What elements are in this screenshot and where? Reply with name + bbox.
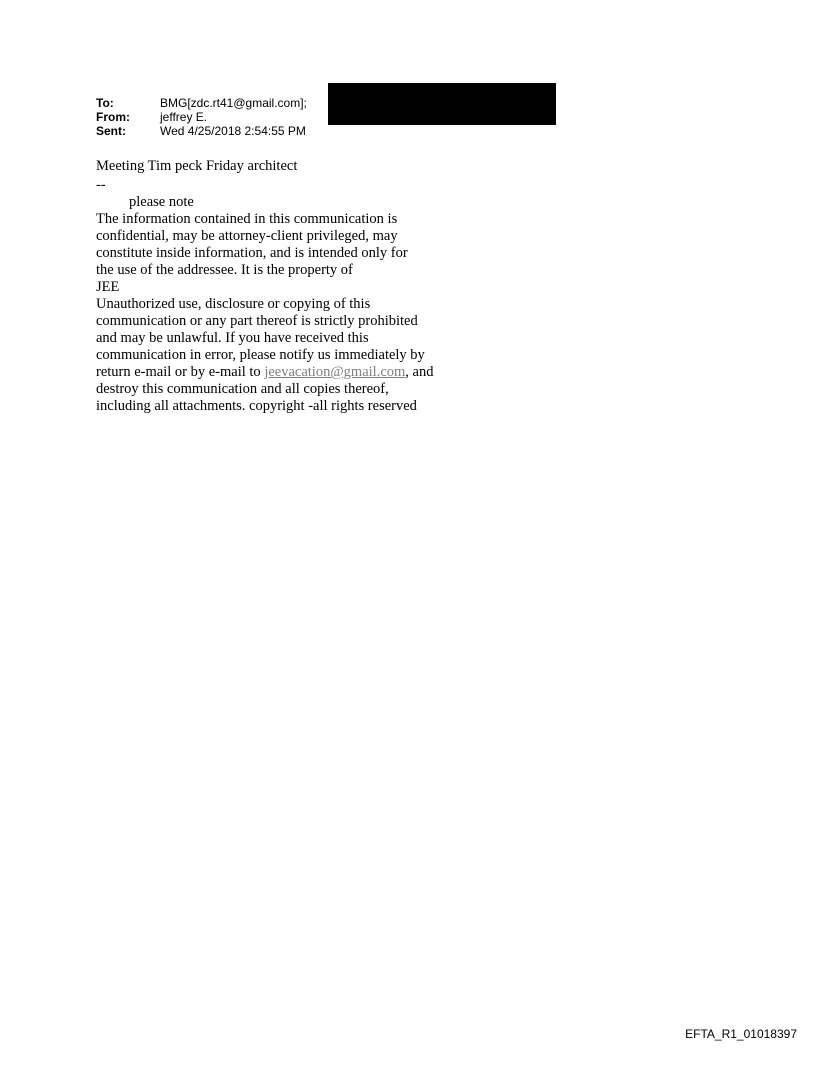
from-label: From: xyxy=(96,110,130,124)
to-row xyxy=(96,96,307,110)
disclaimer-line: destroy this communication and all copies thereof, xyxy=(96,381,389,397)
sent-label: Sent: xyxy=(96,124,126,138)
disclaimer-line: JEE xyxy=(96,279,120,295)
bates-number: EFTA_R1_01018397 xyxy=(685,1027,797,1041)
disclaimer-line: communication or any part thereof is strictly prohibited xyxy=(96,313,418,329)
signature-separator: -- xyxy=(96,177,106,193)
sent-value: Wed 4/25/2018 2:54:55 PM xyxy=(160,124,306,138)
email-header xyxy=(96,96,307,138)
disclaimer-line: Unauthorized use, disclosure or copying of this xyxy=(96,296,371,312)
disclaimer-line: and may be unlawful. If you have received this xyxy=(96,330,369,346)
disclaimer-line: confidential, may be attorney-client privileged, may xyxy=(96,228,398,244)
return-email-line xyxy=(96,364,516,381)
disclaimer-line: The information contained in this communication is xyxy=(96,211,398,227)
return-prefix: return e-mail or by e-mail to xyxy=(96,364,265,380)
subject-line: Meeting Tim peck Friday architect xyxy=(96,158,298,174)
sent-row xyxy=(96,124,307,138)
to-value: BMG[zdc.rt41@gmail.com]; xyxy=(160,96,307,110)
return-suffix: , and xyxy=(405,364,434,380)
redaction-box xyxy=(328,83,556,125)
note-heading: please note xyxy=(129,194,194,210)
from-value: jeffrey E. xyxy=(160,110,208,124)
from-row xyxy=(96,110,307,124)
disclaimer-line: constitute inside information, and is intended only for xyxy=(96,245,408,261)
to-label: To: xyxy=(96,96,114,110)
disclaimer-line: communication in error, please notify us immediately by xyxy=(96,347,425,363)
email-link[interactable]: jeevacation@gmail.com xyxy=(264,364,406,380)
email-body xyxy=(96,158,516,415)
disclaimer-line: including all attachments. copyright -all rights reserved xyxy=(96,398,417,414)
disclaimer-line: the use of the addressee. It is the property of xyxy=(96,262,353,278)
